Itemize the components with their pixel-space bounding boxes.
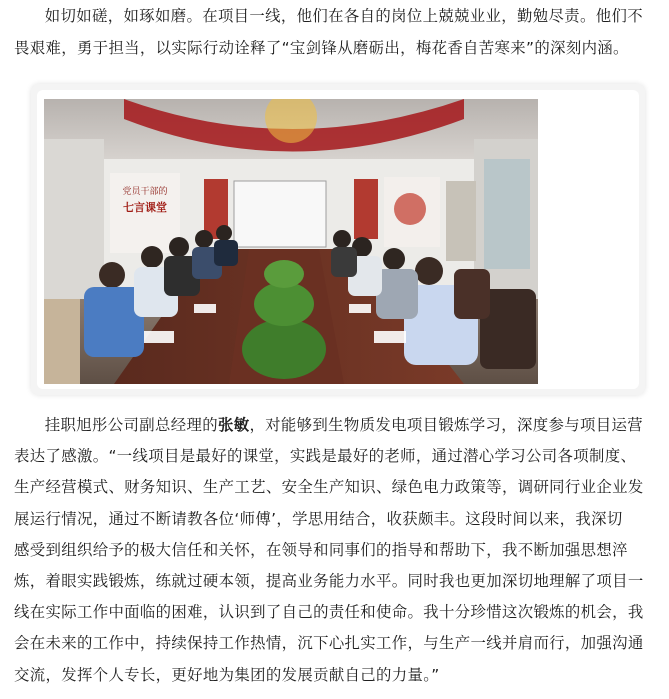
paragraph-1: [14, 0, 659, 64]
paragraph-2: [14, 410, 659, 691]
paragraph-2-line-6: 炼，着眼实践锻炼，练就过硬本领，提高业务能力水平。同时我也更加深切地理解了项目一: [14, 572, 644, 591]
paragraph-2-line-1-rest: ，对能够到生物质发电项目锻炼学习，深度参与项目运营: [249, 416, 643, 434]
paragraph-2-line-7: 线在实际工作中面临的困难，认识到了自己的责任和使命。我十分珍惜这次锻炼的机会，我: [14, 603, 644, 622]
wall-slogan-left-sub: 七言课堂: [123, 201, 167, 214]
paragraph-1-line-1: 如切如磋，如琢如磨。在项目一线，他们在各自的岗位上兢兢业业，勤勉尽责。他们不: [44, 7, 643, 25]
paragraph-2-line-8: 会在未来的工作中，持续保持工作热情，沉下心扎实工作，与生产一线并肩而行，加强沟通: [14, 634, 644, 653]
paragraph-2-line-3: 生产经营模式、财务知识、生产工艺、安全生产知识、绿色电力政策等，调研同行业企业发: [14, 478, 644, 497]
paragraph-2-line-2: 表达了感激。“一线项目是最好的课堂，实践是最好的老师，通过潜心学习公司各项制度、: [14, 447, 637, 466]
wall-slogan-left: 党员干部的: [122, 187, 168, 197]
paragraph-2-intro: 挂职旭彤公司副总经理的: [44, 416, 218, 434]
meeting-room-illustration: [44, 99, 538, 384]
paragraph-1-line-2: 畏艰难，勇于担当，以实际行动诠释了“宝剑锋从磨砺出，梅花香自苦寒来”的深刻内涵。: [14, 39, 629, 57]
paragraph-2-line-4: 展运行情况，通过不断请教各位‘师傅’，学思用结合，收获颇丰。这段时间以来，我深切: [14, 509, 623, 528]
paragraph-2-line-5: 感受到组织给予的极大信任和关怀，在领导和同事们的指导和帮助下，我不断加强思想淬: [14, 540, 628, 559]
person-name: 张敏: [217, 416, 250, 434]
meeting-photo: [44, 99, 538, 384]
paragraph-2-line-9: 交流，发挥个人专长，更好地为集团的发展贡献自己的力量。”: [14, 665, 440, 684]
paragraph-2-line-1: [14, 410, 659, 441]
